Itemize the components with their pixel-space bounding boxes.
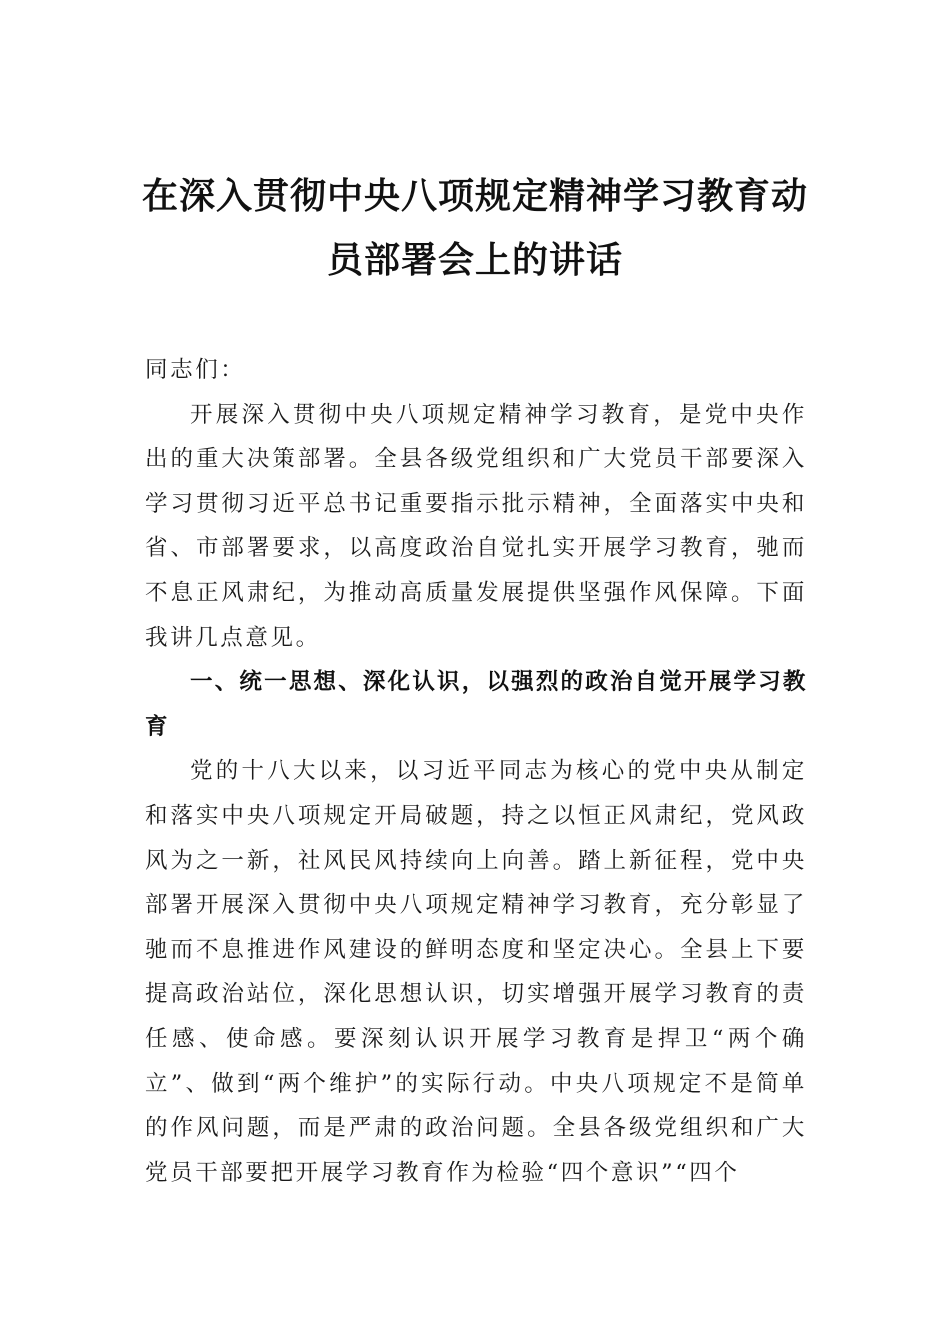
section-1-heading: 一、统一思想、深化认识，以强烈的政治自觉开展学习教育 [145, 669, 807, 740]
title-line-1: 在深入贯彻中央八项规定精神学习教育动 [141, 175, 808, 217]
intro-paragraph: 开展深入贯彻中央八项规定精神学习教育，是党中央作出的重大决策部署。全县各级党组织和广大党员干部要深入学习贯彻习近平总书记重要指示批示精神，全面落实中央和省、市部署要求，以高度政治自觉扎实开展学习教育，驰而不息正风肃纪，为推动高质量发展提供坚强作风保障。下面我讲几点意见。 [145, 401, 807, 651]
title-line-2: 员部署会上的讲话 [326, 239, 623, 281]
section-1-paragraph: 党的十八大以来，以习近平同志为核心的党中央从制定和落实中央八项规定开局破题，持之以恒正风肃纪，党风政风为之一新，社风民风持续向上向善。踏上新征程，党中央部署开展深入贯彻中央八项规定精神学习教育，充分彰显了驰而不息推进作风建设的鲜明态度和坚定决心。全县上下要提高政治站位，深化思想认识，切实增强开展学习教育的责任感、使命感。要深刻认识开展学习教育是捍卫“两个确立”、做到“两个维护”的实际行动。中央八项规定不是简单的作风问题，而是严肃的政治问题。全县各级党组织和广大党员干部要把开展学习教育作为检验“四个意识”“四个 [145, 758, 807, 1186]
document-body [145, 348, 807, 1195]
document-title [140, 164, 810, 292]
salutation: 同志们： [145, 357, 246, 383]
